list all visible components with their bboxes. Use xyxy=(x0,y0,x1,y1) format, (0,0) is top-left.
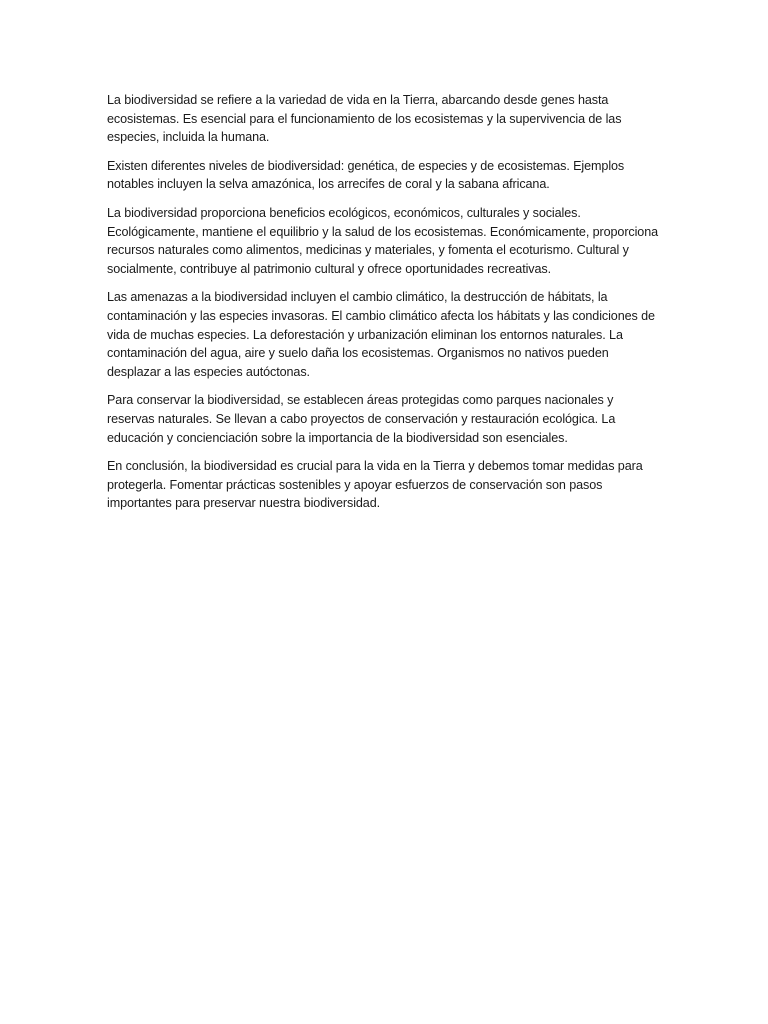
paragraph-threats: Las amenazas a la biodiversidad incluyen el cambio climático, la destrucción de hábitats, la contaminación y las especies invasoras. El cambio climático afecta los hábitats y las condiciones de vida de muchas especies. La deforestación y urbanización eliminan los entornos naturales. La contaminación del agua, aire y suelo daña los ecosistemas. Organismos no nativos pueden desplazar a las especies autóctonas. xyxy=(107,290,655,379)
document-body xyxy=(107,91,662,523)
paragraph-intro: La biodiversidad se refiere a la variedad de vida en la Tierra, abarcando desde genes hasta ecosistemas. Es esencial para el funcionamiento de los ecosistemas y la supervivencia de las especies, incluida la humana. xyxy=(107,93,622,145)
paragraph-benefits: La biodiversidad proporciona beneficios ecológicos, económicos, culturales y sociales. Ecológicamente, mantiene el equilibrio y la salud de los ecosistemas. Económicamente, proporciona recursos naturales como alimentos, medicinas y materiales, y fomenta el ecoturismo. Cultural y socialmente, contribuye al patrimonio cultural y ofrece oportunidades recreativas. xyxy=(107,205,659,276)
paragraph-conservation: Para conservar la biodiversidad, se establecen áreas protegidas como parques nacionales y reservas naturales. Se llevan a cabo proyectos de conservación y restauración ecológica. La educación y concienciación sobre la importancia de la biodiversidad son esenciales. xyxy=(107,393,616,445)
paragraph-levels: Existen diferentes niveles de biodiversidad: genética, de especies y de ecosistemas. Ejemplos notables incluyen la selva amazónica, los arrecifes de coral y la sabana africana. xyxy=(107,158,625,192)
paragraph-conclusion: En conclusión, la biodiversidad es crucial para la vida en la Tierra y debemos tomar medidas para protegerla. Fomentar prácticas sostenibles y apoyar esfuerzos de conservación son pasos importantes para preservar nuestra biodiversidad. xyxy=(107,459,643,511)
